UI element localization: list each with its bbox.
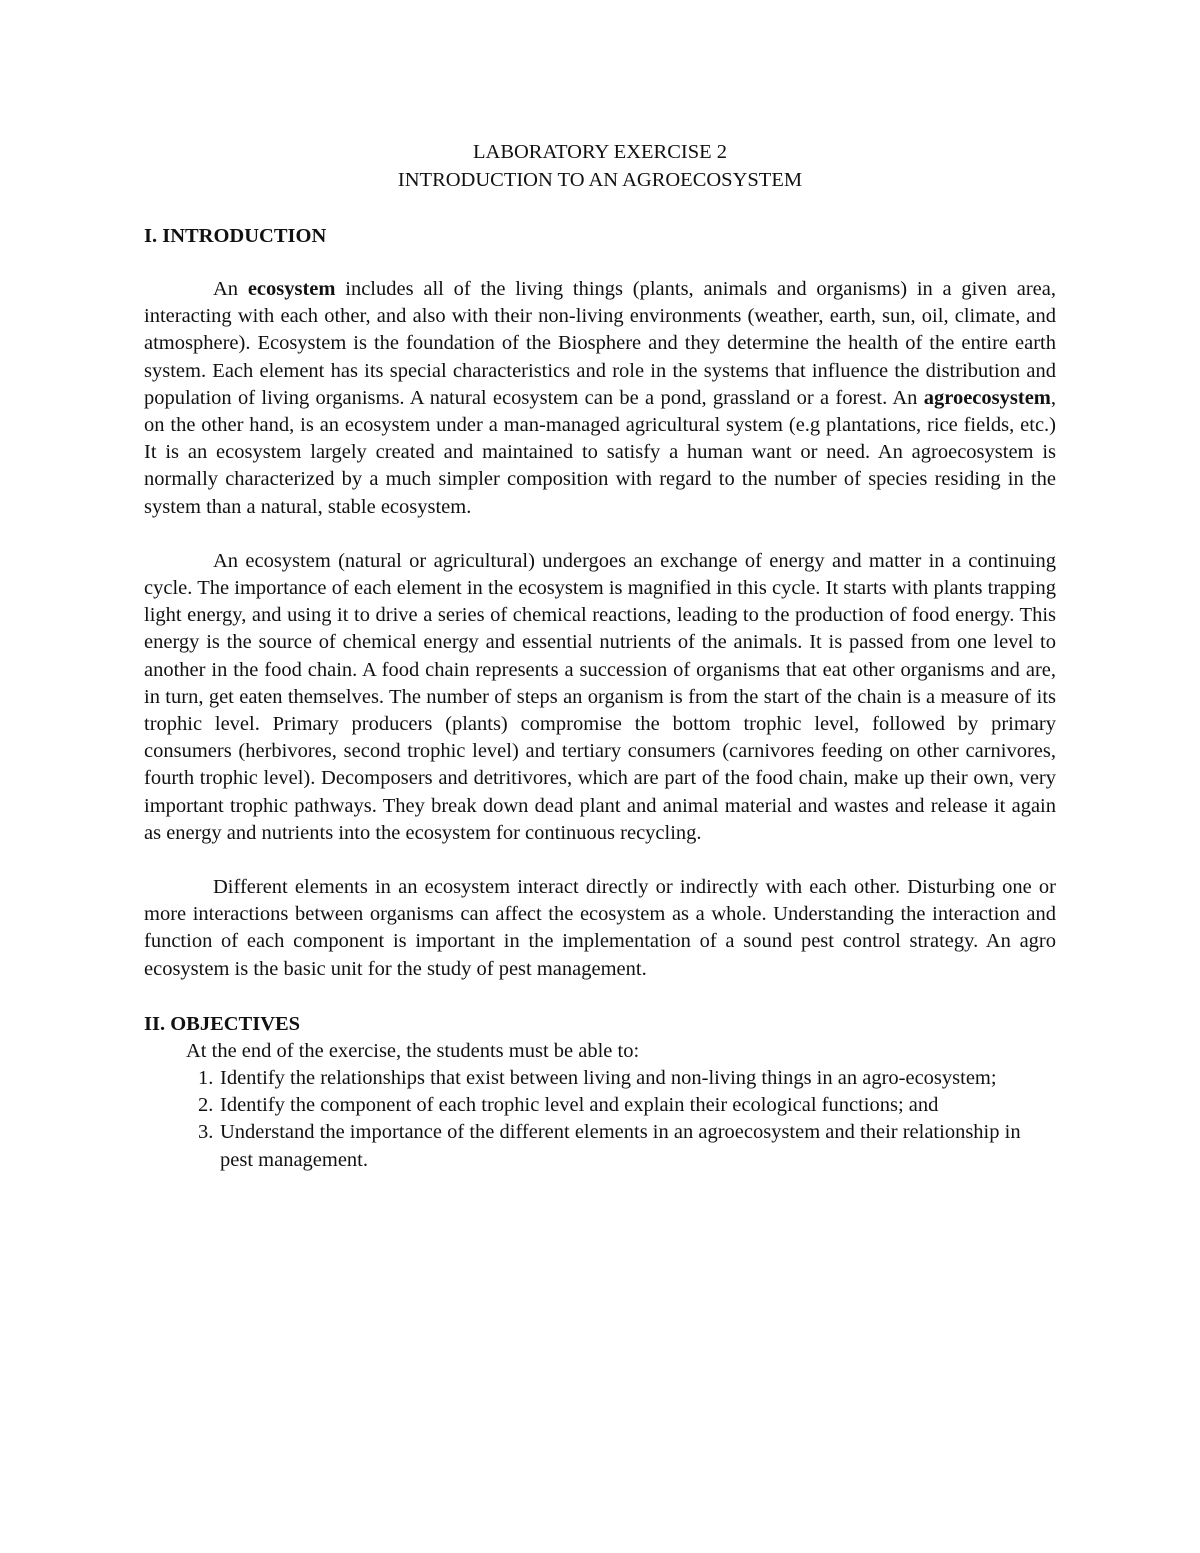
intro-paragraph-3: Different elements in an ecosystem interact directly or indirectly with each other. Disturbing one or more interactions between organisms can affect the ecosystem as a whole. Understanding the interaction and function of each component is important in the implementation of a sound pest control strategy. An agro ecosystem is the basic unit for the study of pest management. xyxy=(144,876,1056,980)
intro-paragraph-1 xyxy=(144,276,1056,521)
list-text: Understand the importance of the different elements in an agroecosystem and their relationship in pest management. xyxy=(220,1121,1021,1171)
paragraph-text: includes all of the living things (plants, animals and organisms) in a given area, interacting with each other, and also with their non-living environments (weather, earth, sun, oil, climate, and atmosphere). Ecosystem is the foundation of the Biosphere and they determine the health of the entire earth system. Each element has its special characteristics and role in the systems that influence the distribution and population of living organisms. A natural ecosystem can be a pond, grassland or a forest. An xyxy=(144,278,1056,409)
list-item xyxy=(144,1092,1056,1119)
term-ecosystem: ecosystem xyxy=(247,278,336,300)
list-number: 1. xyxy=(198,1067,214,1090)
term-agroecosystem: agroecosystem xyxy=(923,386,1051,409)
paragraph-text: An xyxy=(213,278,248,300)
list-item xyxy=(144,1065,1056,1092)
objectives-list xyxy=(144,1065,1056,1174)
intro-paragraph-2: An ecosystem (natural or agricultural) undergoes an exchange of energy and matter in a continuing cycle. The importance of each element in the ecosystem is magnified in this cycle. It starts with plants trapping light energy, and using it to drive a series of chemical reactions, leading to the production of food energy. This energy is the source of chemical energy and essential nutrients of the animals. It is passed from one level to another in the food chain. A food chain represents a succession of organisms that eat other organisms and are, in turn, get eaten themselves. The number of steps an organism is from the start of the chain is a measure of its trophic level. Primary producers (plants) compromise the bottom trophic level, followed by primary consumers (herbivores, second trophic level) and tertiary consumers (carnivores feeding on other carnivores, fourth trophic level). Decomposers and detritivores, which are part of the food chain, make up their own, very important trophic pathways. They break down dead plant and animal material and wastes and release it again as energy and nutrients into the ecosystem for continuous recycling. xyxy=(144,549,1056,844)
document-subtitle: INTRODUCTION TO AN AGROECOSYSTEM xyxy=(397,169,803,191)
document-title: LABORATORY EXERCISE 2 xyxy=(473,141,727,163)
paragraph-text: , on the other hand, is an ecosystem under a man-managed agricultural system (e.g plantations, rice fields, etc.) It is an ecosystem largely created and maintained to satisfy a human want or need. An agroecosystem is normally characterized by a much simpler composition with regard to the number of species residing in the system than a natural, stable ecosystem. xyxy=(144,386,1056,518)
list-number: 3. xyxy=(198,1121,214,1144)
objectives-lead: At the end of the exercise, the students must be able to: xyxy=(186,1039,640,1062)
list-text: Identify the relationships that exist between living and non-living things in an agro-ecosystem; xyxy=(220,1067,997,1090)
list-text: Identify the component of each trophic level and explain their ecological functions; and xyxy=(220,1094,939,1117)
section-heading-introduction: I. INTRODUCTION xyxy=(144,225,327,247)
list-number: 2. xyxy=(198,1094,214,1117)
list-item xyxy=(144,1119,1056,1173)
section-heading-objectives: II. OBJECTIVES xyxy=(144,1012,301,1035)
